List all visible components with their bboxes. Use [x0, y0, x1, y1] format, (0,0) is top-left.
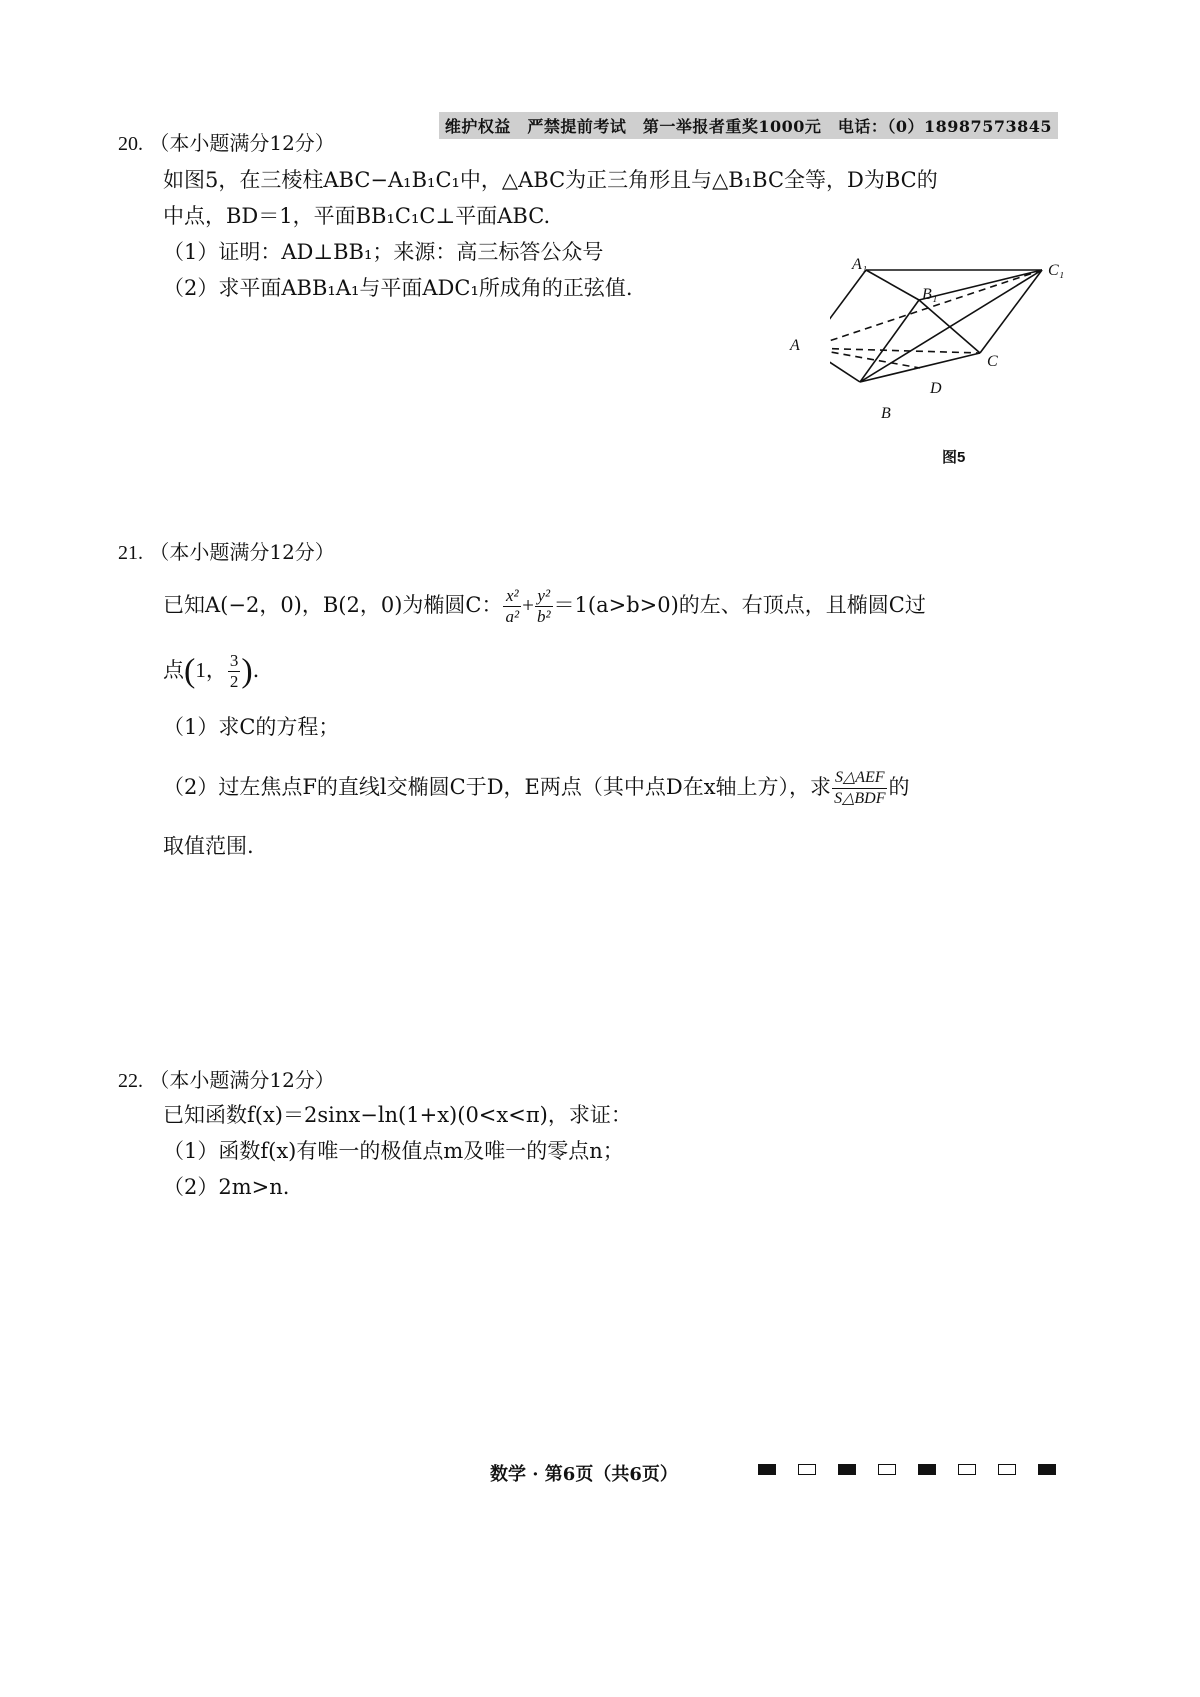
question-number: 21. [118, 542, 143, 564]
registration-mark [1038, 1464, 1056, 1475]
score-note: （本小题满分12分） [149, 540, 335, 564]
registration-mark [838, 1464, 856, 1475]
label-c1: C₁ [1048, 262, 1065, 279]
q21-part-2 [163, 768, 1073, 809]
label-a: A [790, 337, 800, 354]
question-21-header [118, 537, 1073, 568]
prism-figure [830, 258, 1080, 463]
score-note: （本小题满分12分） [149, 131, 335, 155]
q21-part-1: （1）求C的方程； [163, 715, 340, 739]
y-term-fraction [535, 586, 553, 627]
score-note: （本小题满分12分） [149, 1068, 335, 1092]
q21-part-2-post: 的 [888, 775, 910, 799]
q21-stem-post: ＝1(a>b>0)的左、右顶点，且椭圆C过 [553, 593, 926, 617]
x-term-fraction [503, 586, 521, 627]
edge-ac-hidden [830, 348, 980, 353]
registration-mark [878, 1464, 896, 1475]
point-y-fraction [228, 651, 241, 692]
question-22 [118, 1065, 1073, 1202]
q22-part-1: （1）函数f(x)有唯一的极值点m及唯一的零点n； [163, 1139, 624, 1163]
q22-part-2: （2）2m>n. [163, 1175, 290, 1199]
q20-stem-line-1: 如图5，在三棱柱ABC−A₁B₁C₁中，△ABC为正三角形且与△B₁BC全等，D为BC的 [163, 168, 938, 192]
q20-part-2: （2）求平面ABB₁A₁与平面ADC₁所成角的正弦值. [163, 276, 633, 300]
q22-stem: 已知函数f(x)＝2sinx−ln(1+x)(0<x<π)，求证： [163, 1103, 632, 1127]
question-20-header [118, 128, 1073, 159]
y-term-num: y² [537, 586, 551, 605]
q20-part-1: （1）证明：AD⊥BB₁；来源：高三标答公众号 [163, 240, 604, 264]
label-a1: A₁ [852, 256, 868, 273]
q21-point-post: . [252, 658, 260, 682]
label-b1: B₁ [922, 286, 938, 303]
edge-a1b1 [866, 270, 919, 300]
q20-stem-line-2: 中点，BD＝1，平面BB₁C₁C⊥平面ABC. [163, 204, 551, 228]
question-22-header [118, 1065, 1073, 1096]
figure-caption: 图5 [942, 449, 966, 466]
registration-mark [918, 1464, 936, 1475]
q21-part-2-line-2: 取值范围. [163, 834, 254, 858]
area-ratio-fraction [832, 768, 887, 809]
registration-mark [958, 1464, 976, 1475]
edge-a1a [830, 270, 866, 348]
page-footer-label: 数学 · 第6页（共6页） [490, 1464, 678, 1485]
label-b: B [881, 405, 891, 422]
y-term-den: b² [536, 607, 551, 626]
question-21 [118, 537, 1073, 861]
ratio-num: S△AEF [834, 769, 885, 786]
question-number: 20. [118, 133, 143, 155]
point-y-num: 3 [229, 651, 239, 670]
registration-mark [758, 1464, 776, 1475]
q21-stem-line-1: 已知A(−2，0)，B(2，0)为椭圆C： $\frac{\text{x²}}{\text{a²}}$ + $\frac{\text{y²}}{\text{b²}}$ ＝1(a>b>0)的左、右顶点，且椭圆C过 [163, 586, 926, 626]
edge-bc1 [860, 270, 1042, 382]
q21-stem-line-2: 点(1， $\frac{3}{2}$ ). [163, 651, 260, 691]
point-y-den: 2 [229, 672, 239, 691]
point-x: 1， [195, 658, 227, 682]
registration-marks [758, 1464, 1066, 1480]
anti-leak-banner: 维护权益 严禁提前考试 第一举报者重奖1000元 电话：（0）18987573845 [439, 112, 1058, 139]
registration-mark [798, 1464, 816, 1475]
x-term-den: a² [505, 607, 520, 626]
x-term-num: x² [505, 586, 519, 605]
question-number: 22. [118, 1070, 143, 1092]
q21-point-pre: 点 [163, 658, 184, 682]
q21-part-2-pre: （2）过左焦点F的直线l交椭圆C于D，E两点（其中点D在x轴上方），求 [163, 775, 832, 799]
q21-stem-pre: 已知A(−2，0)，B(2，0)为椭圆C： [163, 593, 503, 617]
label-d: D [930, 380, 942, 397]
registration-mark [998, 1464, 1016, 1475]
ratio-den: S△BDF [834, 790, 886, 807]
edge-ac1-hidden [830, 270, 1042, 348]
label-c: C [987, 353, 998, 370]
